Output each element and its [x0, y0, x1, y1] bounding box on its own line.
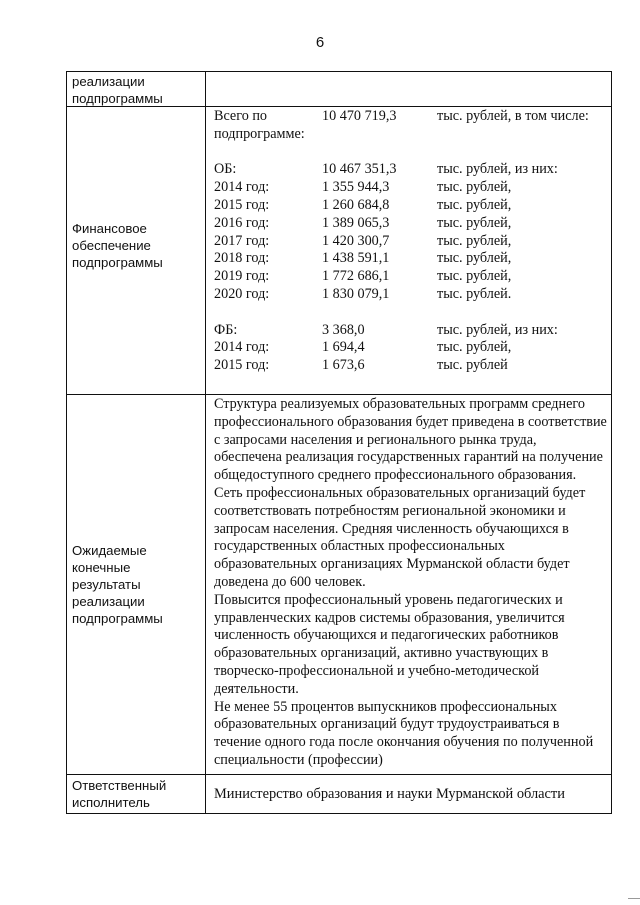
column-divider	[205, 395, 206, 774]
page-number: 6	[315, 34, 325, 51]
column-divider	[205, 775, 206, 813]
ob-value: 10 467 351,3	[322, 161, 397, 178]
financing-fb	[214, 322, 608, 340]
financing-ob	[214, 161, 608, 179]
ob-year-row	[214, 179, 608, 197]
subprogram-passport-table	[66, 71, 612, 814]
row-label-financing: Финансовое обеспечение подпрограммы	[72, 221, 163, 270]
fb-year: 2014 год:	[214, 339, 270, 356]
ob-year-row	[214, 233, 608, 251]
table-row-implementation	[67, 72, 611, 107]
total-label: Всего по подпрограмме:	[214, 108, 305, 142]
responsible-value: Министерство образования и науки Мурманской области	[214, 786, 565, 802]
ob-year-value: 1 830 079,1	[322, 285, 390, 302]
fb-unit: тыс. рублей, из них:	[437, 321, 558, 338]
row-label-expected-results: Ожидаемые конечные результаты реализации подпрограммы	[72, 543, 163, 626]
ob-year-unit: тыс. рублей,	[437, 179, 512, 196]
ob-unit: тыс. рублей, из них:	[437, 161, 558, 178]
fb-year: 2015 год:	[214, 357, 270, 374]
table-row-financing	[67, 107, 611, 395]
ob-year: 2016 год:	[214, 214, 270, 231]
ob-year-row	[214, 268, 608, 286]
ob-year-unit: тыс. рублей,	[437, 232, 512, 249]
ob-year-unit: тыс. рублей,	[437, 268, 512, 285]
column-divider	[205, 72, 206, 106]
fb-label: ФБ:	[214, 321, 238, 338]
fb-year-unit: тыс. рублей,	[437, 339, 512, 356]
result-paragraph: Сеть профессиональных образовательных организаций будет соответствовать потребностям региональной экономики и запросам населения. Средняя численность обучающихся в государственных областных профессиональных образовательных организациях Мурманской области будет доведена до 600 человек.	[214, 484, 586, 590]
ob-year: 2020 год:	[214, 285, 270, 302]
ob-year: 2019 год:	[214, 268, 270, 285]
ob-year-row	[214, 197, 608, 215]
row-label-responsible: Ответственный исполнитель	[72, 778, 167, 810]
ob-year-row	[214, 250, 608, 268]
scan-edge-mark	[628, 898, 640, 899]
ob-year-value: 1 772 686,1	[322, 268, 390, 285]
fb-year-unit: тыс. рублей	[437, 357, 508, 374]
ob-year-unit: тыс. рублей,	[437, 196, 512, 213]
column-divider	[205, 107, 206, 394]
ob-year-value: 1 260 684,8	[322, 196, 390, 213]
ob-year: 2015 год:	[214, 196, 270, 213]
fb-year-value: 1 694,4	[322, 339, 365, 356]
ob-year-value: 1 389 065,3	[322, 214, 390, 231]
ob-year-value: 1 355 944,3	[322, 179, 390, 196]
ob-year-row	[214, 215, 608, 233]
ob-year-row	[214, 286, 608, 304]
result-paragraph: Структура реализуемых образовательных программ среднего профессионального образования будет приведена в соответствие с запросами населения и регионального рынка труда, обеспечена реализация государственных гарантий на получение общедоступного среднего профессионального образования.	[214, 396, 607, 484]
ob-year: 2017 год:	[214, 232, 270, 249]
result-paragraph: Не менее 55 процентов выпускников профессиональных образовательных организаций будут трудоустраиваться в течение одного года после окончания обучения по полученной специальности (профессии)	[214, 698, 594, 768]
expected-results-text	[214, 396, 608, 770]
ob-year-unit: тыс. рублей,	[437, 214, 512, 231]
fb-year-row	[214, 339, 608, 357]
result-paragraph: Повысится профессиональный уровень педагогических и управленческих кадров системы образования, увеличится численность обучающихся и педагогических работников образовательных организаций, активно участвующих в творческо-профессиональной и учебно-методической деятельности.	[214, 591, 565, 697]
spacer	[214, 144, 608, 162]
fb-year-value: 1 673,6	[322, 357, 365, 374]
fb-years-list	[214, 339, 608, 375]
fb-year-row	[214, 357, 608, 375]
ob-year-value: 1 420 300,7	[322, 232, 390, 249]
ob-year-value: 1 438 591,1	[322, 250, 390, 267]
row-label-implementation: реализации подпрограммы	[72, 74, 163, 106]
financing-total	[214, 108, 608, 144]
ob-year: 2018 год:	[214, 250, 270, 267]
ob-year: 2014 год:	[214, 179, 270, 196]
ob-year-unit: тыс. рублей,	[437, 250, 512, 267]
table-row-expected-results	[67, 395, 611, 775]
spacer	[214, 304, 608, 322]
fb-value: 3 368,0	[322, 321, 365, 338]
table-row-responsible	[67, 775, 611, 813]
ob-year-unit: тыс. рублей.	[437, 285, 512, 302]
ob-years-list	[214, 179, 608, 304]
ob-label: ОБ:	[214, 161, 237, 178]
total-unit: тыс. рублей, в том числе:	[437, 108, 589, 124]
financing-details	[214, 108, 608, 375]
total-value: 10 470 719,3	[322, 108, 397, 124]
